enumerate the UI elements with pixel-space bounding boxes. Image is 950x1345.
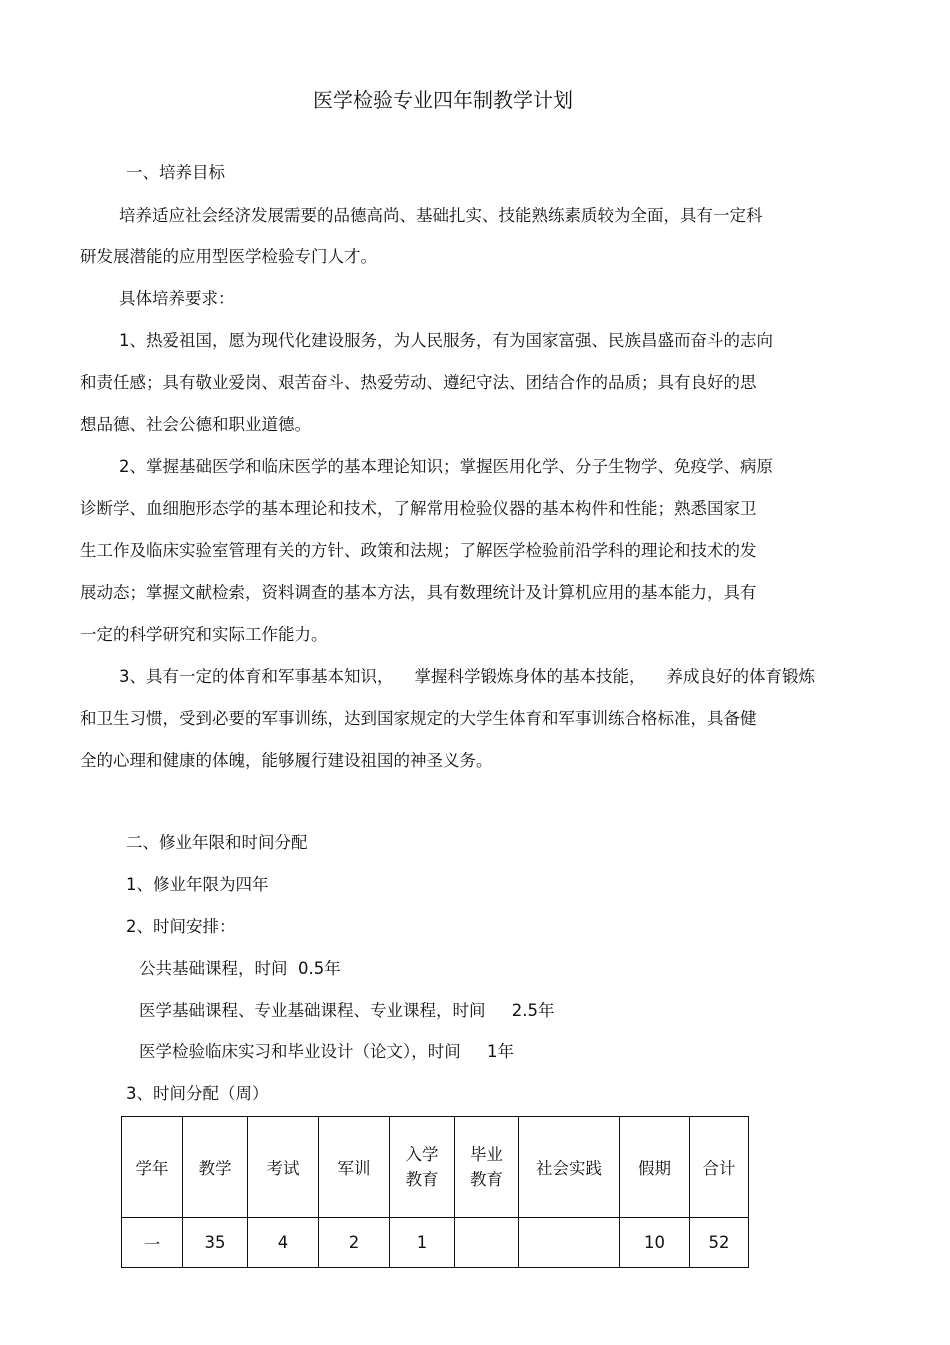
requirement-2-line-2: 诊断学、血细胞形态学的基本理论和技术，了解常用检验仪器的基本构件和性能；熟悉国家卫 xyxy=(80,499,757,518)
header-grad-line-1: 毕业 xyxy=(470,1145,503,1164)
requirement-3-line-3: 全的心理和健康的体魄，能够履行建设祖国的神圣义务。 xyxy=(80,751,493,770)
section-2-heading: 二、修业年限和时间分配 xyxy=(126,833,308,852)
header-entry-education xyxy=(390,1117,455,1218)
cell-year: 一 xyxy=(122,1218,183,1268)
schedule-internship: 医学检验临床实习和毕业设计（论文），时间 1年 xyxy=(139,1042,514,1061)
cell-social-practice xyxy=(519,1218,620,1268)
header-entry-line-1: 入学 xyxy=(405,1145,439,1164)
header-total: 合计 xyxy=(690,1117,749,1218)
cell-exam: 4 xyxy=(248,1218,319,1268)
requirement-1-line-3: 想品德、社会公德和职业道德。 xyxy=(80,415,311,434)
time-allocation-heading: 3、时间分配（周） xyxy=(126,1084,269,1103)
schedule-item: 2、时间安排： xyxy=(126,917,236,936)
cell-teaching: 35 xyxy=(183,1218,248,1268)
section-1-heading: 一、培养目标 xyxy=(126,163,225,182)
time-allocation-table xyxy=(121,1116,749,1268)
requirements-heading: 具体培养要求： xyxy=(119,289,235,308)
requirement-3-line-1: 3、具有一定的体育和军事基本知识， 掌握科学锻炼身体的基本技能， 养成良好的体育锻炼 xyxy=(119,667,815,686)
schedule-public-courses: 公共基础课程，时间 0.5年 xyxy=(139,959,341,978)
requirement-2-line-5: 一定的科学研究和实际工作能力。 xyxy=(80,625,328,644)
goal-paragraph-line-2: 研发展潜能的应用型医学检验专门人才。 xyxy=(80,247,377,266)
header-entry-line-2: 教育 xyxy=(405,1170,439,1189)
cell-military: 2 xyxy=(319,1218,390,1268)
header-military: 军训 xyxy=(319,1117,390,1218)
document-title: 医学检验专业四年制教学计划 xyxy=(313,88,573,112)
header-grad-line-2: 教育 xyxy=(470,1170,503,1189)
table-row xyxy=(122,1218,749,1268)
requirement-2-line-4: 展动态；掌握文献检索，资料调查的基本方法，具有数理统计及计算机应用的基本能力，具有 xyxy=(80,583,757,602)
schedule-medical-courses: 医学基础课程、专业基础课程、专业课程，时间 2.5年 xyxy=(139,1001,555,1020)
cell-entry-education: 1 xyxy=(390,1218,455,1268)
header-teaching: 教学 xyxy=(183,1117,248,1218)
duration-item: 1、修业年限为四年 xyxy=(126,875,269,894)
cell-vacation: 10 xyxy=(620,1218,690,1268)
cell-total: 52 xyxy=(690,1218,749,1268)
requirement-2-line-1: 2、掌握基础医学和临床医学的基本理论知识；掌握医用化学、分子生物学、免疫学、病原 xyxy=(119,457,773,476)
table-header-row xyxy=(122,1117,749,1218)
cell-graduation-education xyxy=(455,1218,519,1268)
requirement-2-line-3: 生工作及临床实验室管理有关的方针、政策和法规；了解医学检验前沿学科的理论和技术的发 xyxy=(80,541,757,560)
header-exam: 考试 xyxy=(248,1117,319,1218)
requirement-1-line-1: 1、热爱祖国，愿为现代化建设服务，为人民服务，有为国家富强、民族昌盛而奋斗的志向 xyxy=(119,331,773,350)
requirement-1-line-2: 和责任感；具有敬业爱岗、艰苦奋斗、热爱劳动、遵纪守法、团结合作的品质；具有良好的思 xyxy=(80,373,757,392)
header-vacation: 假期 xyxy=(620,1117,690,1218)
goal-paragraph-line-1: 培养适应社会经济发展需要的品德高尚、基础扎实、技能熟练素质较为全面，具有一定科 xyxy=(119,206,763,225)
header-graduation-education xyxy=(455,1117,519,1218)
header-social-practice: 社会实践 xyxy=(519,1117,620,1218)
header-year: 学年 xyxy=(122,1117,183,1218)
requirement-3-line-2: 和卫生习惯，受到必要的军事训练，达到国家规定的大学生体育和军事训练合格标准，具备健 xyxy=(80,709,757,728)
